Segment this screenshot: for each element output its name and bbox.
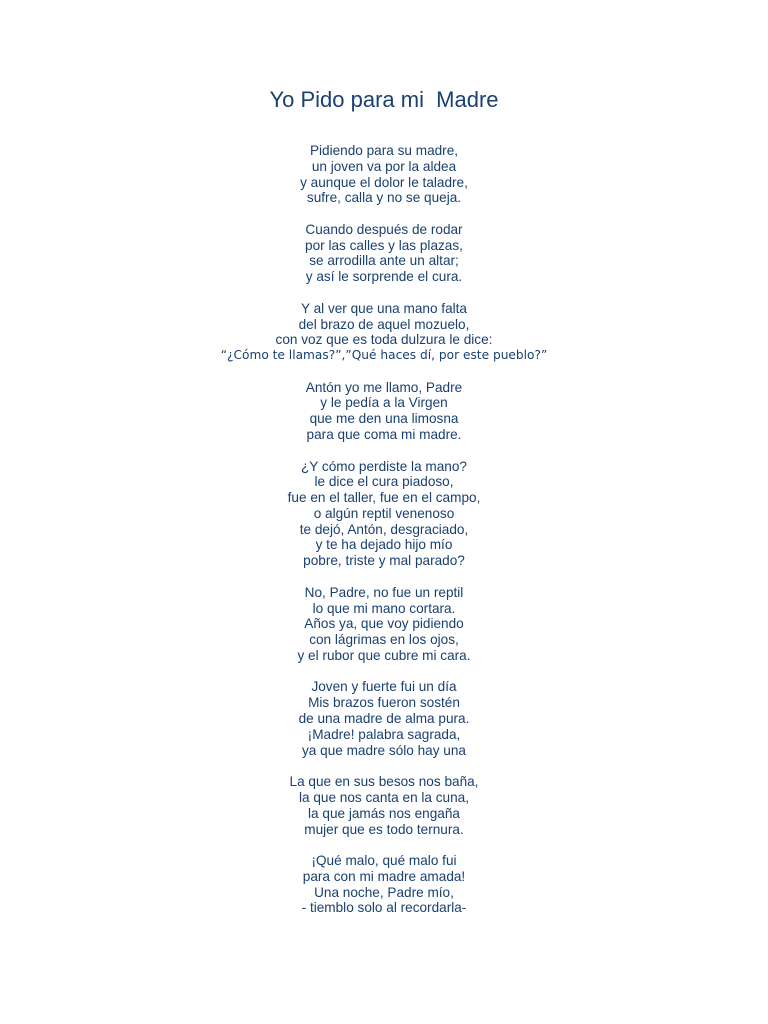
- stanza-3: [0, 301, 768, 364]
- poem-line: y aunque el dolor le taladre,: [300, 174, 468, 190]
- poem-line: No, Padre, no fue un reptil: [304, 584, 464, 600]
- poem-line: para con mi madre amada!: [302, 868, 466, 884]
- poem-line: y te ha dejado hijo mío: [315, 537, 453, 553]
- poem-line: Mis brazos fueron sostén: [308, 695, 460, 711]
- stanza-1: [0, 143, 768, 206]
- stanza-6: [0, 585, 768, 664]
- poem-line: con voz que es toda dulzura le dice:: [275, 332, 493, 348]
- poem-line: ya que madre sólo hay una: [302, 742, 466, 758]
- poem-line: y así le sorprende el cura.: [305, 269, 463, 285]
- poem-line: Pidiendo para su madre,: [309, 143, 459, 158]
- poem-line: sufre, calla y no se queja.: [306, 190, 462, 206]
- poem-line: ¡Qué malo, qué malo fui: [311, 852, 457, 868]
- poem-line: Una noche, Padre mío,: [314, 884, 454, 900]
- poem-line: ¿Y cómo perdiste la mano?: [301, 458, 467, 474]
- poem-line: de una madre de alma pura.: [298, 711, 470, 727]
- stanza-9: [0, 853, 768, 916]
- poem-line-dialogue: “¿Cómo te llamas?”,”Qué haces dí, por este pueblo?”: [220, 348, 548, 363]
- poem-line: por las calles y las plazas,: [305, 237, 463, 253]
- poem-line: y le pedía a la Virgen: [320, 395, 448, 411]
- poem-line: Años ya, que voy pidiendo: [304, 616, 464, 632]
- poem-line: del brazo de aquel mozuelo,: [298, 316, 470, 332]
- stanza-5: [0, 459, 768, 570]
- poem-line: con lágrimas en los ojos,: [309, 632, 459, 648]
- poem-line: o algún reptil venenoso: [313, 505, 455, 521]
- poem-body: [0, 143, 768, 932]
- poem-line: la que nos canta en la cuna,: [298, 789, 470, 805]
- stanza-7: [0, 679, 768, 758]
- poem-line: La que en sus besos nos baña,: [289, 774, 479, 790]
- poem-line: pobre, triste y mal parado?: [303, 553, 465, 569]
- poem-line: lo que mi mano cortara.: [312, 600, 456, 616]
- stanza-4: [0, 380, 768, 443]
- poem-line: Y al ver que una mano falta: [300, 300, 467, 316]
- poem-line: le dice el cura piadoso,: [314, 474, 454, 490]
- poem-title: Yo Pido para mi Madre: [269, 87, 499, 112]
- poem-line: mujer que es todo ternura.: [304, 821, 464, 837]
- stanza-2: [0, 222, 768, 285]
- poem-line: Joven y fuerte fui un día: [311, 679, 457, 695]
- poem-line: se arrodilla ante un altar;: [309, 253, 459, 269]
- poem-line: - tiemblo solo al recordarla-: [301, 900, 467, 916]
- poem-line: Antón yo me llamo, Padre: [305, 379, 463, 395]
- poem-line: te dejó, Antón, desgraciado,: [299, 521, 469, 537]
- poem-line: Cuando después de rodar: [305, 221, 463, 237]
- poem-line: que me den una limosna: [309, 411, 459, 427]
- poem-line: ¡Madre! palabra sagrada,: [307, 726, 461, 742]
- poem-line: fue en el taller, fue en el campo,: [287, 490, 481, 506]
- poem-line: para que coma mi madre.: [306, 427, 462, 443]
- poem-line: un joven va por la aldea: [311, 158, 457, 174]
- poem-line: y el rubor que cubre mi cara.: [297, 647, 471, 663]
- poem-line: la que jamás nos engaña: [308, 805, 460, 821]
- stanza-8: [0, 774, 768, 837]
